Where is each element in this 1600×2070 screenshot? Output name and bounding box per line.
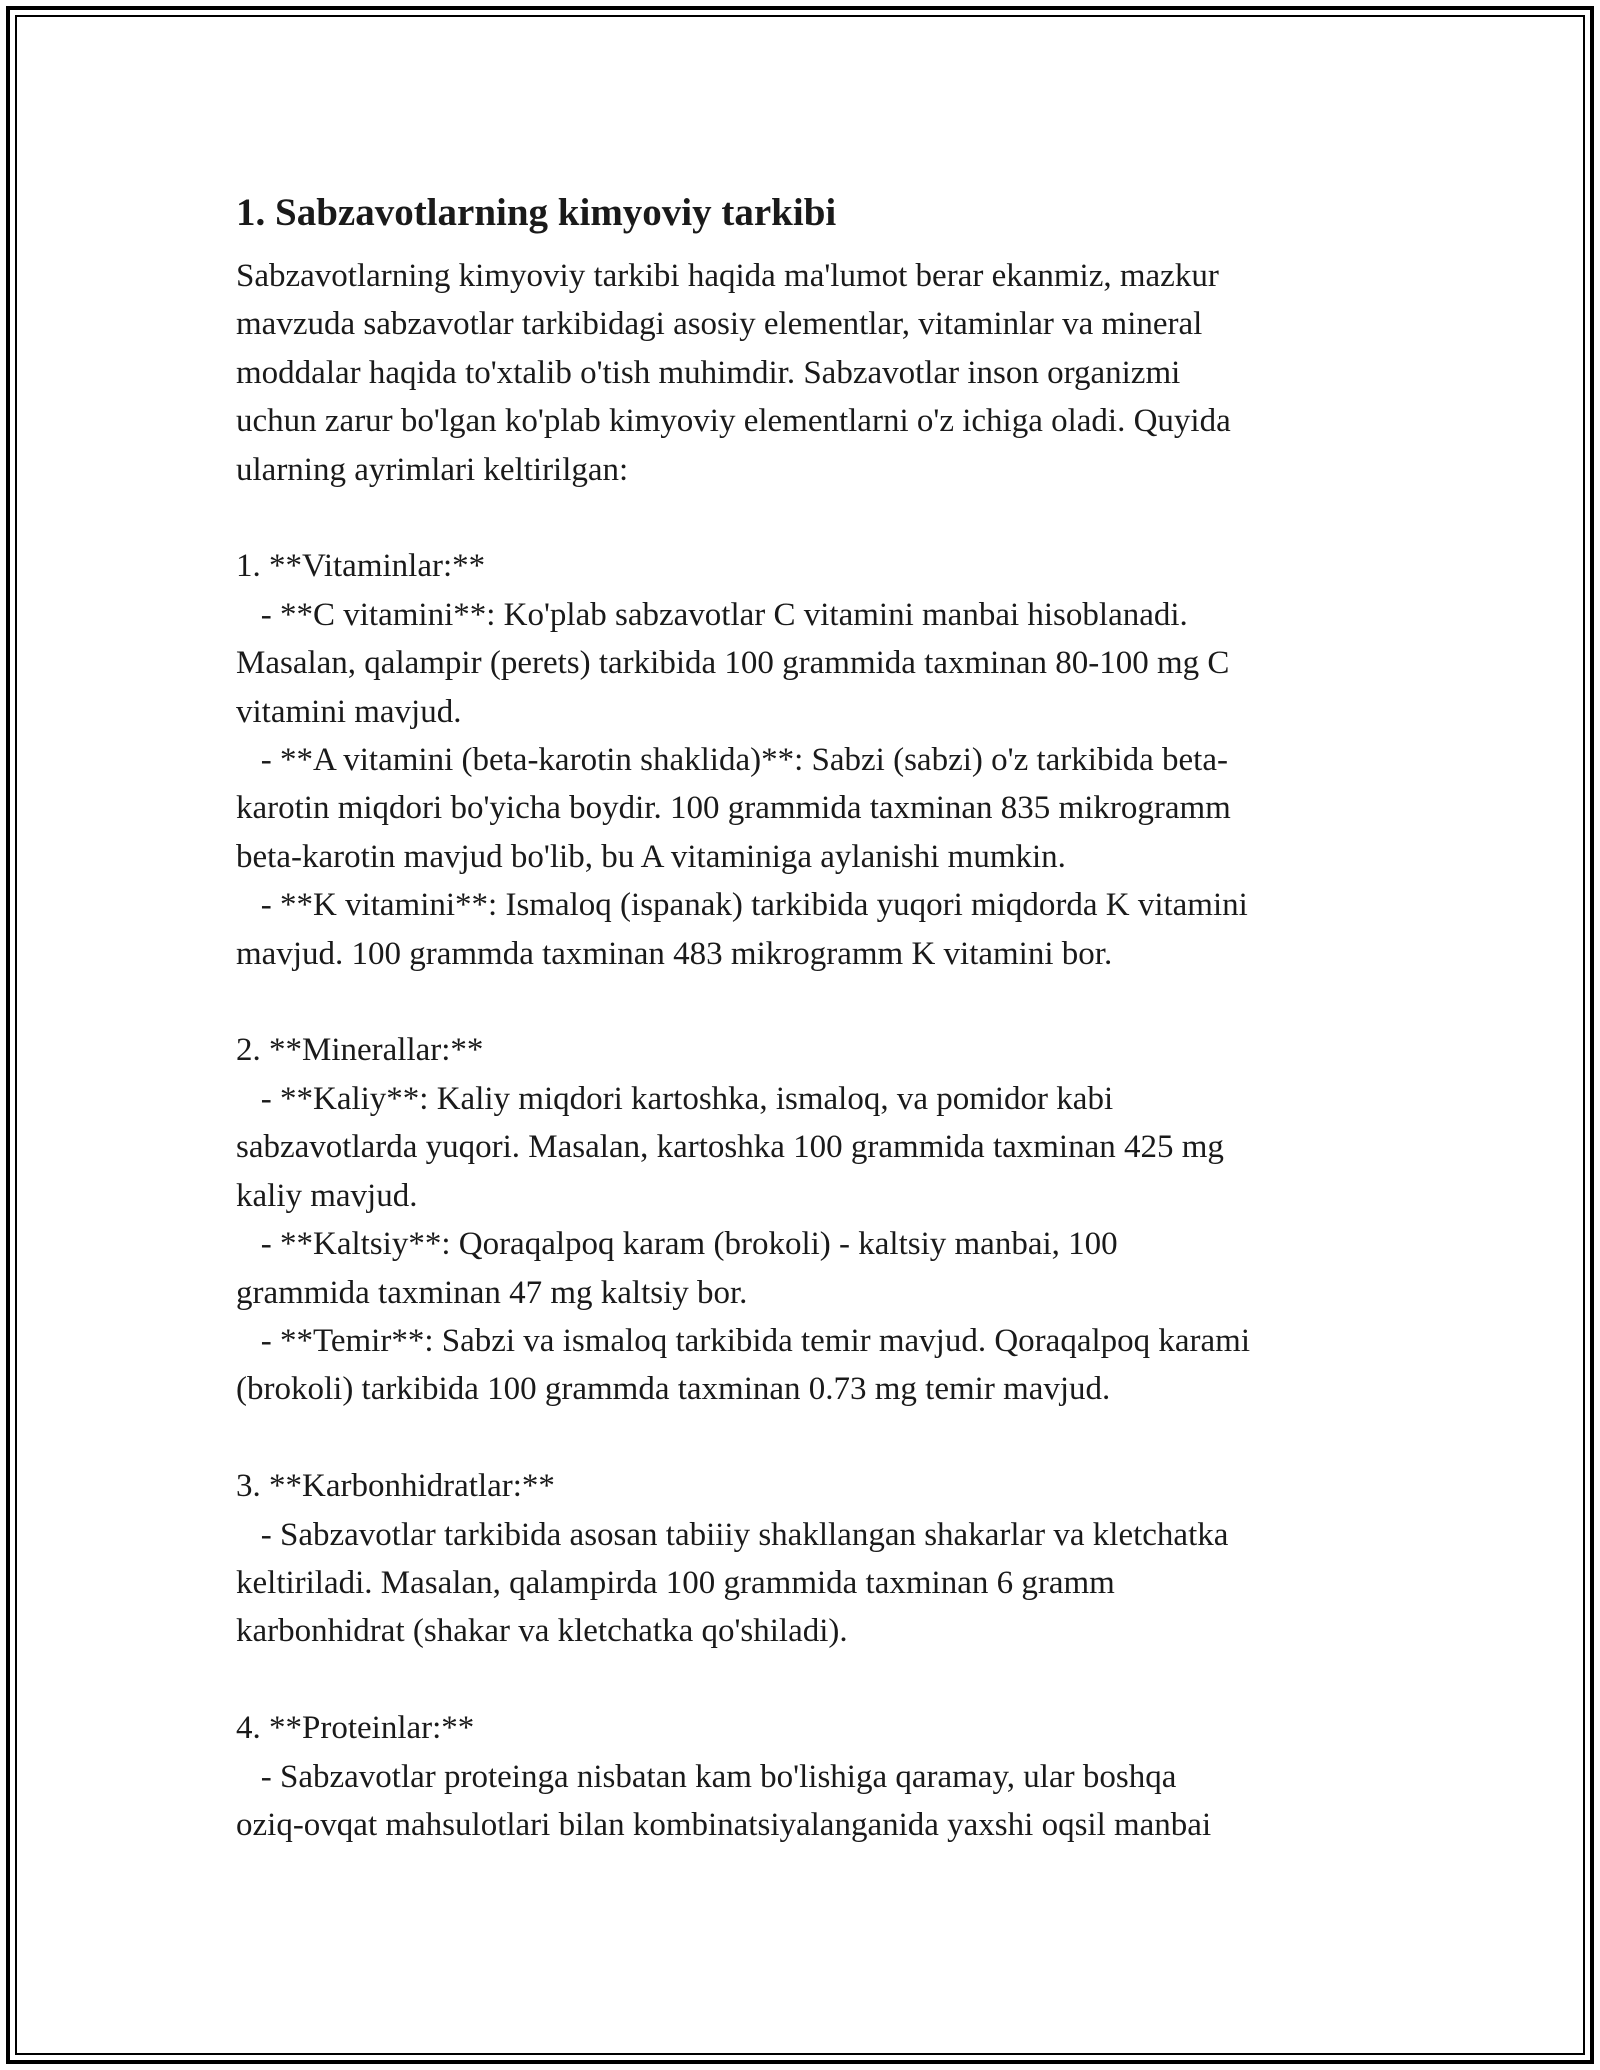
- document-title: 1. Sabzavotlarning kimyoviy tarkibi: [236, 191, 837, 234]
- text-line: karotin miqdori bo'yicha boydir. 100 grammida taxminan 835 mikrogramm: [236, 790, 1231, 827]
- paragraph-spacer: [236, 494, 1376, 542]
- section-vitamins: [236, 542, 1376, 978]
- text-line: - **Kaliy**: Kaliy miqdori kartoshka, ismaloq, va pomidor kabi: [236, 1080, 1114, 1117]
- section-heading: 4. **Proteinlar:**: [236, 1710, 475, 1747]
- section-heading: 2. **Minerallar:**: [236, 1032, 484, 1069]
- section-carbohydrates: [236, 1462, 1376, 1656]
- section-heading: 1. **Vitaminlar:**: [236, 548, 486, 585]
- text-line: - **K vitamini**: Ismaloq (ispanak) tarkibida yuqori miqdorda K vitamini: [236, 887, 1248, 924]
- text-line: mavjud. 100 grammda taxminan 483 mikrogramm K vitamini bor.: [236, 935, 1113, 972]
- text-line: Masalan, qalampir (perets) tarkibida 100 grammida taxminan 80-100 mg C: [236, 645, 1230, 682]
- paragraph-spacer: [236, 1414, 1376, 1462]
- text-line: - **C vitamini**: Ko'plab sabzavotlar C vitamini manbai hisoblanadi.: [236, 596, 1188, 633]
- text-line: mavzuda sabzavotlar tarkibidagi asosiy elementlar, vitaminlar va mineral: [236, 306, 1203, 343]
- text-line: karbonhidrat (shakar va kletchatka qo'shiladi).: [236, 1613, 848, 1650]
- text-line: - **Temir**: Sabzi va ismaloq tarkibida temir mavjud. Qoraqalpoq karami: [236, 1322, 1251, 1359]
- paragraph-spacer: [236, 1656, 1376, 1704]
- section-proteins: [236, 1704, 1376, 1849]
- text-line: oziq-ovqat mahsulotlari bilan kombinatsiyalanganida yaxshi oqsil manbai: [236, 1806, 1212, 1843]
- document-body: [236, 186, 1376, 1849]
- text-line: vitamini mavjud.: [236, 693, 462, 730]
- text-line: - **A vitamini (beta-karotin shaklida)**: Sabzi (sabzi) o'z tarkibida beta-: [236, 742, 1228, 779]
- paragraph-spacer: [236, 978, 1376, 1026]
- text-line: beta-karotin mavjud bo'lib, bu A vitaminiga aylanishi mumkin.: [236, 838, 1066, 875]
- text-line: moddalar haqida to'xtalib o'tish muhimdir. Sabzavotlar inson organizmi: [236, 354, 1181, 391]
- text-line: - **Kaltsiy**: Qoraqalpoq karam (brokoli) - kaltsiy manbai, 100: [236, 1226, 1118, 1263]
- text-line: - Sabzavotlar proteinga nisbatan kam bo'lishiga qaramay, ular boshqa: [236, 1758, 1177, 1795]
- section-heading: 3. **Karbonhidratlar:**: [236, 1468, 555, 1505]
- intro-paragraph: [236, 252, 1376, 494]
- text-line: uchun zarur bo'lgan ko'plab kimyoviy elementlarni o'z ichiga oladi. Quyida: [236, 403, 1231, 440]
- text-line: keltiriladi. Masalan, qalampirda 100 grammida taxminan 6 gramm: [236, 1564, 1115, 1601]
- text-line: grammida taxminan 47 mg kaltsiy bor.: [236, 1274, 748, 1311]
- text-line: kaliy mavjud.: [236, 1177, 418, 1214]
- text-line: ularning ayrimlari keltirilgan:: [236, 451, 629, 488]
- text-line: (brokoli) tarkibida 100 grammda taxminan 0.73 mg temir mavjud.: [236, 1371, 1111, 1408]
- section-minerals: [236, 1026, 1376, 1413]
- text-line: Sabzavotlarning kimyoviy tarkibi haqida ma'lumot berar ekanmiz, mazkur: [236, 258, 1219, 294]
- text-line: sabzavotlarda yuqori. Masalan, kartoshka 100 grammida taxminan 425 mg: [236, 1129, 1224, 1166]
- text-line: - Sabzavotlar tarkibida asosan tabiiiy shakllangan shakarlar va kletchatka: [236, 1516, 1229, 1553]
